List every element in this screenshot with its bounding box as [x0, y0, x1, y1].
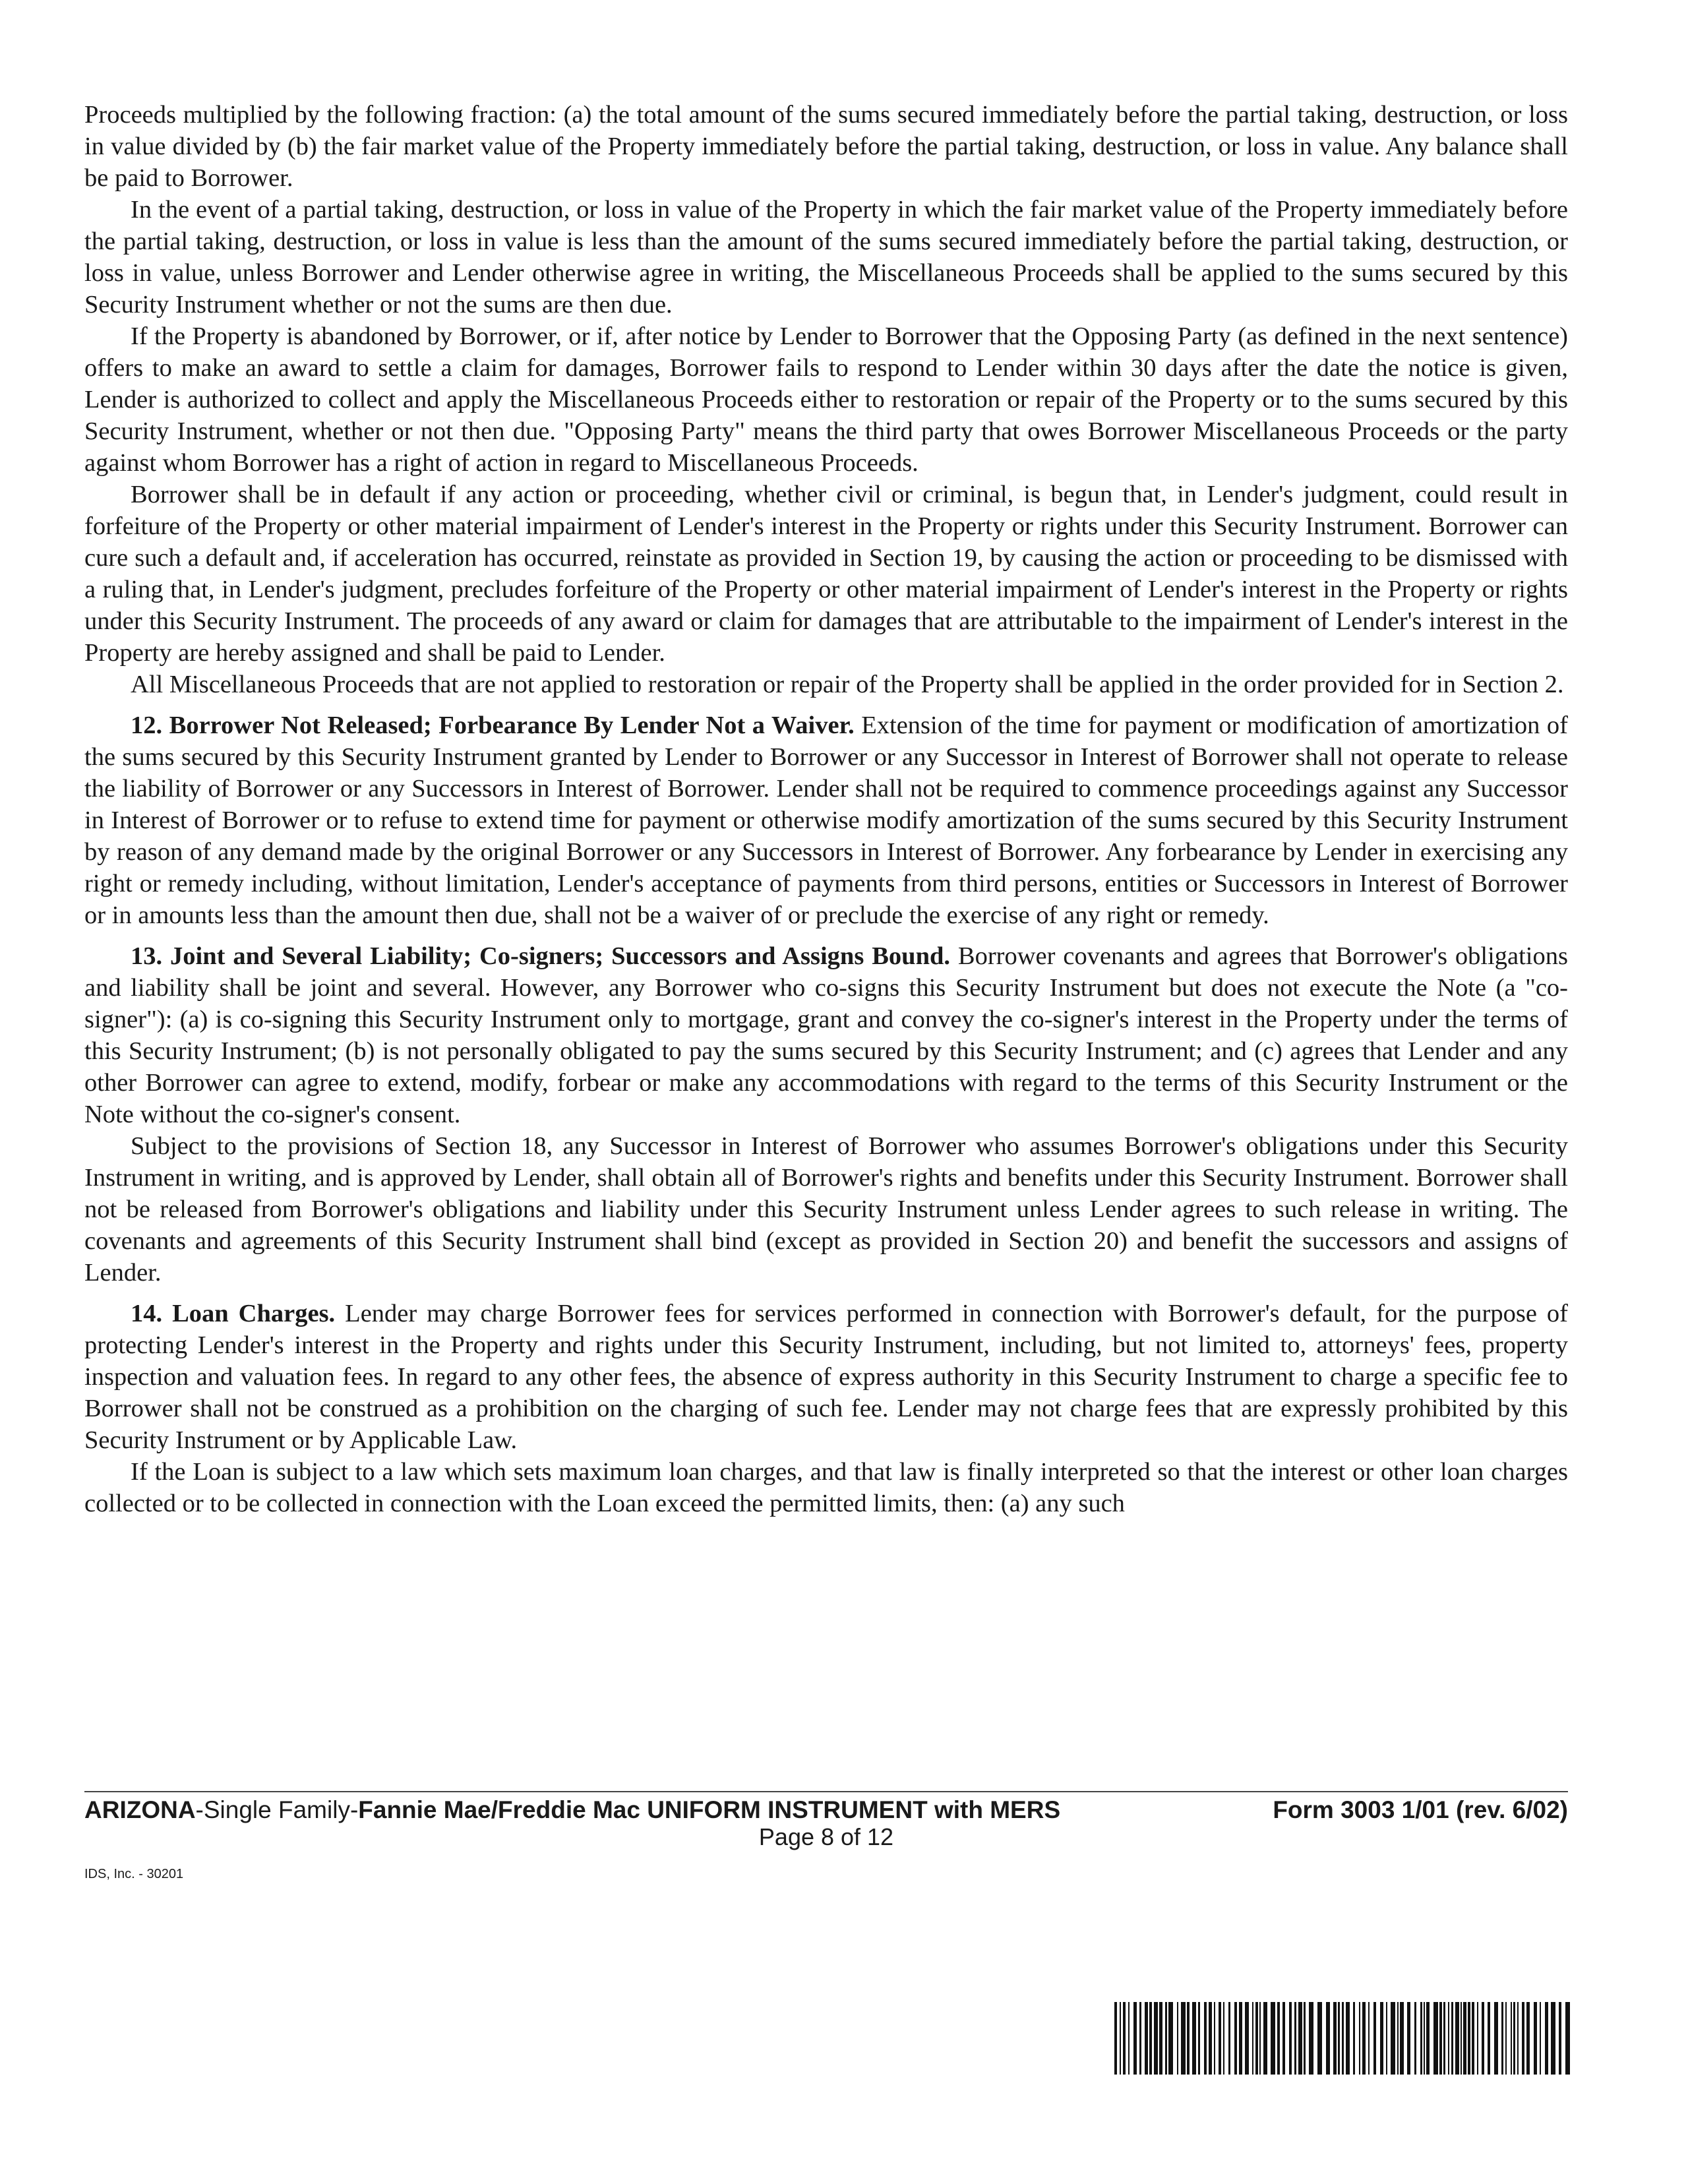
- barcode-bar: [1551, 2002, 1555, 2075]
- section-13: [84, 940, 1568, 1130]
- barcode-bar: [1472, 2002, 1474, 2075]
- section-text: Extension of the time for payment or modification of amortization of the sums secured by this Security Instrument granted by Lender to Borrower or any Successor in Interest of Borrower shall not operate to release the liability of Borrower or any Successors in Interest of Borrower. Lender shall not be required to commence proceedings against any Successor in Interest of Borrower or to refuse to extend time for payment or otherwise modify amortization of the sums secured by this Security Instrument by reason of any demand made by the original Borrower or any Successors in Interest of Borrower. Any forbearance by Lender in exercising any right or remedy including, without limitation, Lender's acceptance of payments from third persons, entities or Successors in Interest of Borrower or in amounts less than the amount then due, shall not be a waiver of or preclude the exercise of any right or remedy.: [84, 712, 1568, 929]
- barcode-bar: [1245, 2002, 1249, 2075]
- barcode-bar: [1505, 2002, 1507, 2075]
- barcode-bar: [1139, 2002, 1141, 2075]
- barcode-bar: [1114, 2002, 1117, 2075]
- document-body: [84, 99, 1568, 1519]
- barcode-bar: [1414, 2002, 1416, 2075]
- barcode-bar: [1198, 2002, 1200, 2075]
- barcode-bar: [1128, 2002, 1130, 2075]
- footer-state: ARIZONA: [84, 1796, 196, 1823]
- barcode-bar: [1565, 2002, 1570, 2075]
- paragraph: Borrower shall be in default if any action or proceeding, whether civil or criminal, is begun that, in Lender's judgment, could result in forfeiture of the Property or other material impairment of Lender's interest in the Property or rights under this Security Instrument. Borrower can cure such a default and, if acceleration has occurred, reinstate as provided in Section 19, by causing the action or proceeding to be dismissed with a ruling that, in Lender's judgment, precludes forfeiture of the Property or other material impairment of Lender's interest in the Property or rights under this Security Instrument. The proceeds of any award or claim for damages that are attributable to the impairment of Lender's interest in the Property are hereby assigned and shall be paid to Lender.: [84, 481, 1568, 667]
- ids-code: IDS, Inc. - 30201: [84, 1867, 184, 1881]
- barcode-bar: [1165, 2002, 1167, 2075]
- barcode-bar: [1120, 2002, 1121, 2075]
- section-12: [84, 710, 1568, 931]
- paragraph: Proceeds multiplied by the following fraction: (a) the total amount of the sums secured immediately before the partial taking, destruction, or loss in value divided by (b) the fair market value of the Property immediately before the partial taking, destruction, or loss in value. Any balance shall be paid to Borrower.: [84, 101, 1568, 192]
- barcode-bar: [1540, 2002, 1541, 2075]
- page-number: Page 8 of 12: [758, 1823, 894, 1850]
- barcode-bar: [1407, 2002, 1410, 2075]
- barcode-bar: [1255, 2002, 1258, 2075]
- barcode-bar: [1463, 2002, 1466, 2075]
- barcode-bar: [1333, 2002, 1337, 2075]
- barcode-bar: [1517, 2002, 1519, 2075]
- barcode-bar: [1451, 2002, 1453, 2075]
- paragraph: If the Property is abandoned by Borrower, or if, after notice by Lender to Borrower that the Opposing Party (as defined in the next sentence) offers to make an award to settle a claim for damages, Borrower fails to respond to Lender within 30 days after the date the notice is given, Lender is authorized to collect and apply the Miscellaneous Proceeds either to restoration or repair of the Property or to the sums secured by this Security Instrument, whether or not then due. "Opposing Party" means the third party that owes Borrower Miscellaneous Proceeds or the party against whom Borrower has a right of action in regard to Miscellaneous Proceeds.: [84, 322, 1568, 477]
- barcode-bar: [1145, 2002, 1148, 2075]
- barcode-bar: [1534, 2002, 1537, 2075]
- paragraph: In the event of a partial taking, destruction, or loss in value of the Property in which the fair market value of the Property immediately before the partial taking, destruction, or loss in value is less than the amount of the sums secured immediately before the partial taking, destruction, or loss in value, unless Borrower and Lender otherwise agree in writing, the Miscellaneous Proceeds shall be applied to the sums secured by this Security Instrument whether or not the sums are then due.: [84, 196, 1568, 318]
- barcode-bar: [1380, 2002, 1383, 2075]
- footer-form-title: [84, 1795, 1060, 1825]
- barcode-bar: [1187, 2002, 1190, 2075]
- barcode-bar: [1346, 2002, 1350, 2075]
- barcode-bar: [1228, 2002, 1230, 2075]
- barcode-bar: [1282, 2002, 1285, 2075]
- barcode-bar: [1123, 2002, 1126, 2075]
- barcode-bar: [1298, 2002, 1302, 2075]
- barcode-bar: [1252, 2002, 1253, 2075]
- barcode-bar: [1511, 2002, 1512, 2075]
- barcode-bar: [1342, 2002, 1344, 2075]
- barcode-bar: [1391, 2002, 1395, 2075]
- barcode-bar: [1455, 2002, 1459, 2075]
- barcode-bar: [1400, 2002, 1404, 2075]
- section-heading: 13. Joint and Several Liability; Co-signers; Successors and Assigns Bound.: [131, 942, 951, 970]
- section-text: Lender may charge Borrower fees for services performed in connection with Borrower's default, for the purpose of protecting Lender's interest in the Property and rights under this Security Instrument, including, but not limited to, attorneys' fees, property inspection and valuation fees. In regard to any other fees, the absence of express authority in this Security Instrument to charge a specific fee to Borrower shall not be construed as a prohibition on the charging of such fee. Lender may not charge fees that are expressly prohibited by this Security Instrument or by Applicable Law.: [84, 1300, 1568, 1454]
- section-heading: 14. Loan Charges.: [131, 1300, 336, 1327]
- barcode-bar: [1326, 2002, 1330, 2075]
- barcode-bar: [1439, 2002, 1442, 2075]
- barcode-bar: [1263, 2002, 1267, 2075]
- barcode-bar: [1271, 2002, 1275, 2075]
- barcode-bar: [1359, 2002, 1360, 2075]
- barcode-bar: [1181, 2002, 1186, 2075]
- barcode-bar: [1204, 2002, 1207, 2075]
- footer-divider: [84, 1791, 1568, 1792]
- barcode-bar: [1149, 2002, 1152, 2075]
- barcode-bar: [1513, 2002, 1515, 2075]
- paragraph: If the Loan is subject to a law which sets maximum loan charges, and that law is finally interpreted so that the interest or other loan charges collected or to be collected in connection with the Loan exceed the permitted limits, then: (a) any such: [84, 1458, 1568, 1517]
- barcode-bar: [1426, 2002, 1430, 2075]
- barcode-bar: [1239, 2002, 1242, 2075]
- barcode-bar: [1304, 2002, 1306, 2075]
- barcode-bar: [1545, 2002, 1548, 2075]
- barcode-bar: [1477, 2002, 1478, 2075]
- barcode-bar: [1368, 2002, 1370, 2075]
- barcode-bar: [1317, 2002, 1322, 2075]
- barcode-bar: [1386, 2002, 1387, 2075]
- barcode-bar: [1461, 2002, 1462, 2075]
- barcode-bar: [1309, 2002, 1313, 2075]
- barcode-bar: [1373, 2002, 1376, 2075]
- barcode-bar: [1209, 2002, 1212, 2075]
- section-14: [84, 1298, 1568, 1456]
- barcode-bar: [1277, 2002, 1280, 2075]
- barcode-bar: [1482, 2002, 1484, 2075]
- barcode-bar: [1214, 2002, 1215, 2075]
- barcode-bar: [1362, 2002, 1366, 2075]
- barcode-bar: [1501, 2002, 1503, 2075]
- barcode-bar: [1397, 2002, 1399, 2075]
- barcode-bar: [1177, 2002, 1178, 2075]
- section-heading: 12. Borrower Not Released; Forbearance By Lender Not a Waiver.: [131, 712, 855, 739]
- barcode-bar: [1234, 2002, 1237, 2075]
- barcode-bar: [1338, 2002, 1340, 2075]
- barcode-bar: [1192, 2002, 1196, 2075]
- barcode-bar: [1559, 2002, 1561, 2075]
- footer-instrument: Fannie Mae/Freddie Mac UNIFORM INSTRUMENT with MERS: [358, 1796, 1061, 1823]
- paragraph: All Miscellaneous Proceeds that are not applied to restoration or repair of the Property shall be applied in the order provided for in Section 2.: [131, 671, 1564, 698]
- barcode: [1114, 2002, 1576, 2075]
- barcode-bar: [1526, 2002, 1530, 2075]
- footer-family: -Single Family-: [195, 1796, 359, 1823]
- paragraph: Subject to the provisions of Section 18, any Successor in Interest of Borrower who assumes Borrower's obligations under this Security Instrument in writing, and is approved by Lender, shall obtain all of Borrower's rights and benefits under this Security Instrument. Borrower shall not be released from Borrower's obligations and liability under this Security Instrument unless Lender agrees to such release in writing. The covenants and agreements of this Security Instrument shall bind (except as provided in Section 20) and benefit the successors and assigns of Lender.: [84, 1132, 1568, 1287]
- barcode-bar: [1488, 2002, 1490, 2075]
- barcode-bar: [1420, 2002, 1422, 2075]
- barcode-bar: [1468, 2002, 1470, 2075]
- barcode-bar: [1494, 2002, 1498, 2075]
- barcode-bar: [1259, 2002, 1261, 2075]
- barcode-bar: [1159, 2002, 1162, 2075]
- barcode-bar: [1424, 2002, 1425, 2075]
- barcode-bar: [1223, 2002, 1224, 2075]
- barcode-bar: [1154, 2002, 1158, 2075]
- section-text: Borrower covenants and agrees that Borrower's obligations and liability shall be joint and several. However, any Borrower who co-signs this Security Instrument but does not execute the Note (a "co-signer"): (a) is co-signing this Security Instrument only to mortgage, grant and convey the co-signer's interest in the Property under the terms of this Security Instrument; (b) is not personally obligated to pay the sums secured by this Security Instrument; and (c) agrees that Lender and any other Borrower can agree to extend, modify, forbear or make any accommodations with regard to the terms of this Security Instrument or the Note without the co-signer's consent.: [84, 942, 1568, 1128]
- barcode-bar: [1433, 2002, 1438, 2075]
- barcode-bar: [1219, 2002, 1221, 2075]
- barcode-bar: [1448, 2002, 1449, 2075]
- footer-form-number: Form 3003 1/01 (rev. 6/02): [1273, 1796, 1568, 1823]
- barcode-bar: [1289, 2002, 1292, 2075]
- barcode-bar: [1133, 2002, 1137, 2075]
- barcode-bar: [1294, 2002, 1296, 2075]
- barcode-bar: [1168, 2002, 1173, 2075]
- barcode-bar: [1443, 2002, 1445, 2075]
- barcode-bar: [1353, 2002, 1355, 2075]
- barcode-bar: [1522, 2002, 1524, 2075]
